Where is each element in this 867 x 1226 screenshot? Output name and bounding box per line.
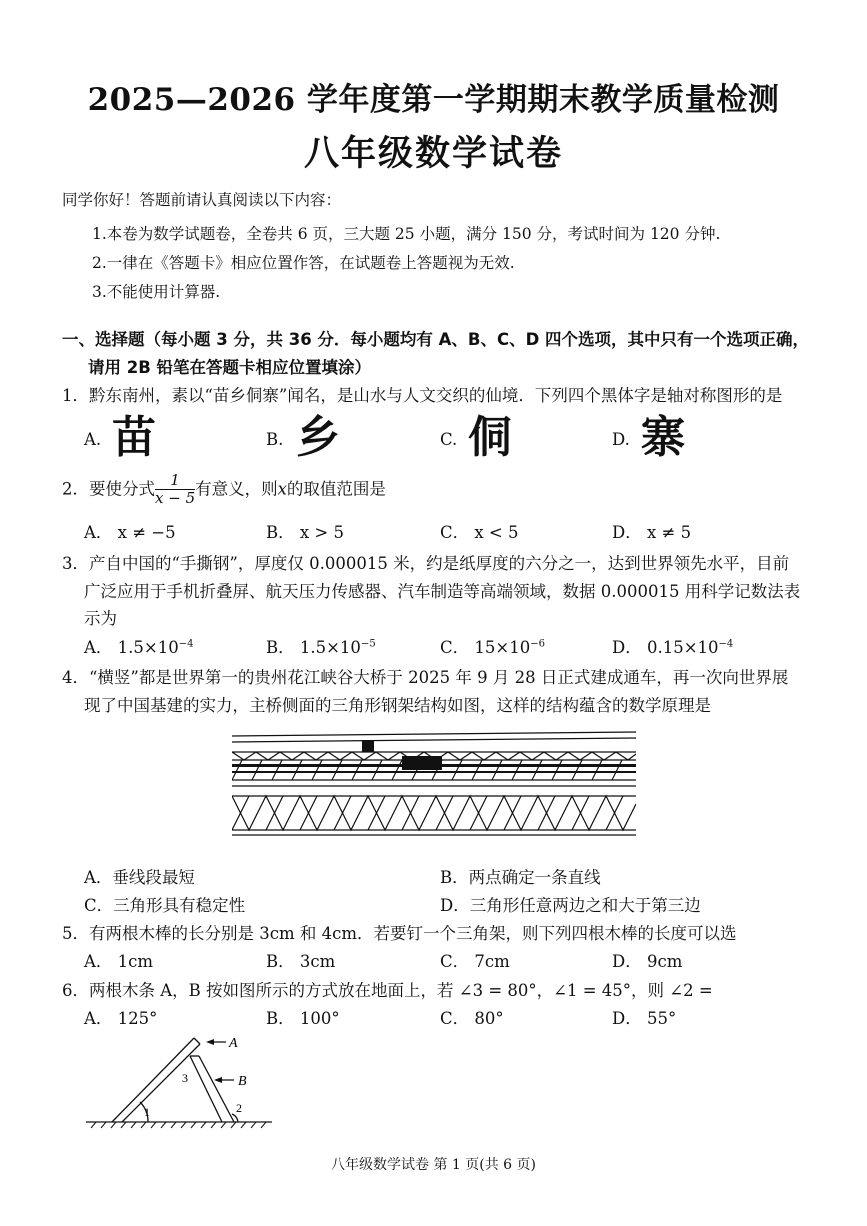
q1-option-d-label: D. bbox=[612, 430, 630, 449]
q3-option-d bbox=[612, 634, 733, 658]
q6-option-c: C． 80° bbox=[440, 1009, 504, 1028]
q4-stem-line1: 4．“横竖”都是世界第一的贵州花江峡谷大桥于 2025 年 9 月 28 日正式建成通车，再一次向世界展 bbox=[62, 668, 789, 687]
note-1: 1.本卷为数学试题卷，全卷共 6 页，三大题 25 小题，满分 150 分，考试时间为 120 分钟. bbox=[92, 225, 721, 243]
q1-option-b-char: 乡 bbox=[296, 412, 340, 463]
q1-option-a-label: A. bbox=[84, 430, 102, 449]
q3-stem-line2: 广泛应用于手机折叠屏、航天压力传感器、汽车制造等高端领域，数据 0.000015 用科学记数法表 bbox=[84, 582, 801, 601]
q2-fraction bbox=[155, 472, 195, 508]
q3-option-c bbox=[440, 634, 545, 658]
q6-option-b: B． 100° bbox=[266, 1009, 340, 1028]
q2-stem-post2: 的取值范围是 bbox=[286, 479, 386, 499]
q4-option-a: A．垂线段最短 bbox=[84, 868, 195, 887]
q6-stem: 6．两根木条 A，B 按如图所示的方式放在地面上，若 ∠3 = 80°，∠1 = 45°，则 ∠2 = bbox=[62, 981, 713, 1000]
q3-option-b-exp: −5 bbox=[360, 638, 376, 650]
q1-option-d-char: 寨 bbox=[641, 412, 685, 463]
note-3: 3.不能使用计算器. bbox=[92, 283, 221, 301]
q3-option-c-exp: −6 bbox=[530, 638, 545, 650]
q2-variable: x bbox=[277, 479, 287, 499]
q2-stem-pre: 2．要使分式 bbox=[62, 479, 155, 499]
q5-option-a: A． 1cm bbox=[84, 952, 154, 971]
q2-fraction-denominator: x − 5 bbox=[155, 489, 196, 508]
q5-option-d: D． 9cm bbox=[612, 952, 683, 971]
bridge-truss-figure bbox=[232, 730, 636, 838]
q6-option-a: A． 125° bbox=[84, 1009, 158, 1028]
q6-option-d: D． 55° bbox=[612, 1009, 677, 1028]
section1-heading-cont: 请用 2B 铅笔在答题卡相应位置填涂） bbox=[88, 358, 372, 377]
q2-stem-post: 有意义，则 bbox=[195, 479, 278, 499]
q1-option-a-char: 苗 bbox=[112, 412, 156, 463]
page-footer: 八年级数学试卷 第 1 页(共 6 页) bbox=[331, 1157, 536, 1173]
q3-stem-line3: 示为 bbox=[84, 609, 117, 628]
angle-figure bbox=[86, 1030, 276, 1130]
q4-stem-line2: 现了中国基建的实力，主桥侧面的三角形钢架结构如图，这样的结构蕴含的数学原理是 bbox=[84, 696, 711, 715]
q4-option-d: D．三角形任意两边之和大于第三边 bbox=[440, 896, 701, 915]
label-angle-3: 3 bbox=[182, 1071, 188, 1085]
q1-option-b-label: B. bbox=[266, 430, 284, 449]
q5-stem: 5．有两根木棒的长分别是 3cm 和 4cm．若要钉一个三角架，则下列四根木棒的长度可以选 bbox=[62, 924, 737, 943]
label-b: B bbox=[238, 1074, 247, 1089]
q2-option-d: D． x ≠ 5 bbox=[612, 523, 692, 542]
q3-option-a-exp: −4 bbox=[178, 638, 194, 650]
q3-option-d-text: D． 0.15×10 bbox=[612, 638, 719, 657]
q1-option-c-char: 侗 bbox=[468, 412, 512, 463]
q4-option-c: C．三角形具有稳定性 bbox=[84, 896, 246, 915]
note-2: 2.一律在《答题卡》相应位置作答，在试题卷上答题视为无效. bbox=[92, 254, 515, 272]
exam-subtitle: 八年级数学试卷 bbox=[303, 133, 563, 174]
q4-option-b: B．两点确定一条直线 bbox=[440, 868, 601, 887]
q2-option-a: A． x ≠ −5 bbox=[84, 523, 176, 542]
label-angle-2: 2 bbox=[236, 1101, 242, 1115]
label-a: A bbox=[229, 1036, 238, 1051]
q3-option-c-text: C． 15×10 bbox=[440, 638, 531, 657]
section1-heading: 一、选择题（每小题 3 分，共 36 分．每小题均有 A、B、C、D 四个选项，其中只有一个选项正确， bbox=[62, 330, 810, 349]
q3-stem-line1: 3．产自中国的“手撕钢”，厚度仅 0.000015 米，约是纸厚度的六分之一，达到世界领先水平，目前 bbox=[62, 554, 790, 573]
q2-option-c: C． x < 5 bbox=[440, 523, 519, 542]
q1-stem: 1．黔东南州，素以“苗乡侗寨”闻名，是山水与人文交织的仙境．下列四个黑体字是轴对称图形的是 bbox=[62, 386, 783, 405]
q3-option-b-text: B． 1.5×10 bbox=[266, 638, 361, 657]
q2-fraction-numerator: 1 bbox=[155, 472, 195, 490]
q3-option-b bbox=[266, 634, 376, 658]
q5-option-c: C． 7cm bbox=[440, 952, 510, 971]
q1-option-c-label: C. bbox=[440, 430, 458, 449]
intro-text: 同学你好！答题前请认真阅读以下内容： bbox=[62, 191, 342, 209]
label-angle-1: 1 bbox=[144, 1105, 150, 1119]
q3-option-a bbox=[84, 634, 193, 658]
q3-option-d-exp: −4 bbox=[718, 638, 734, 650]
q5-option-b: B． 3cm bbox=[266, 952, 336, 971]
q2-stem bbox=[62, 472, 386, 508]
q2-option-b: B． x > 5 bbox=[266, 523, 344, 542]
exam-title: 2025—2026 学年度第一学期期末教学质量检测 bbox=[87, 82, 780, 118]
q3-option-a-text: A． 1.5×10 bbox=[84, 638, 179, 657]
